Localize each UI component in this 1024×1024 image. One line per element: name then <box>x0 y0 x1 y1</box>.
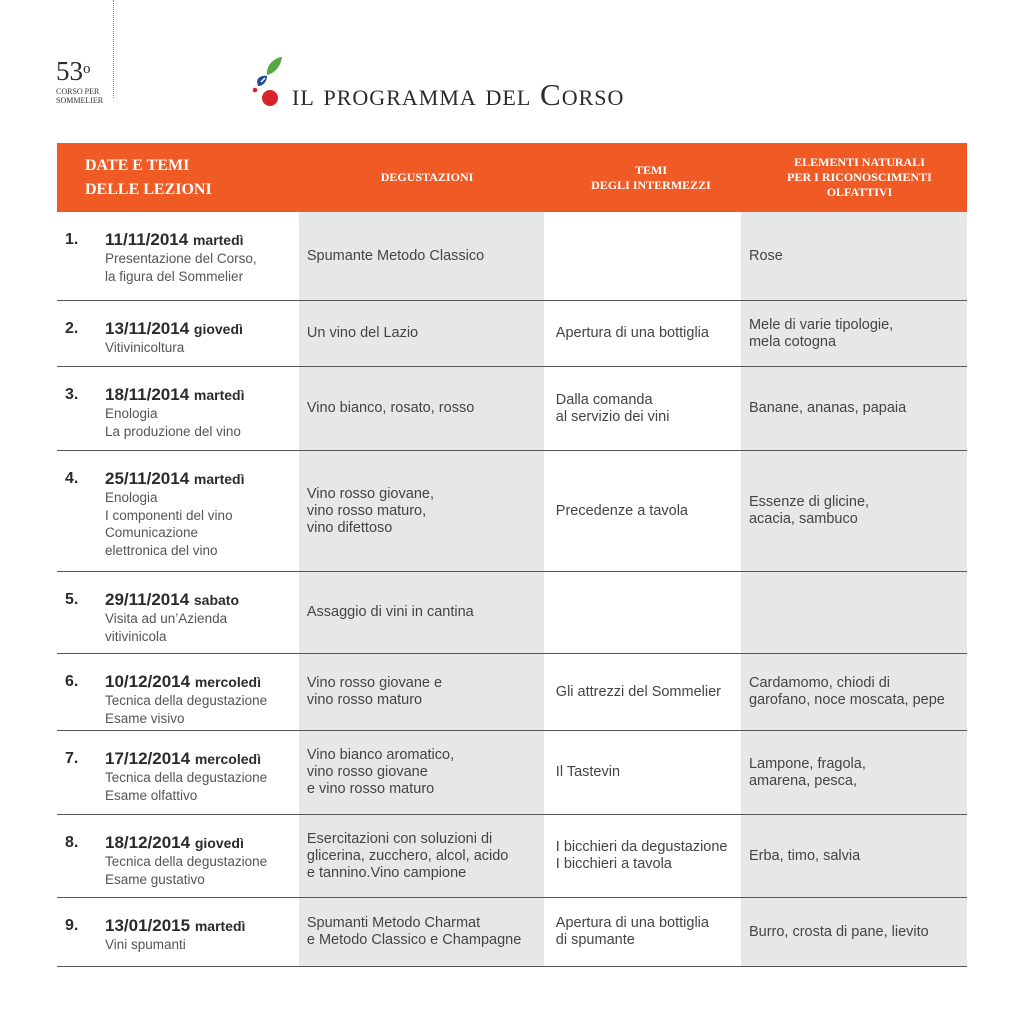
lesson-day: martedì <box>192 232 244 248</box>
natural-elements-cell: Burro, crosta di pane, lievito <box>741 898 967 966</box>
lesson-topic: Tecnica della degustazione Esame olfattivo <box>105 770 268 803</box>
natural-elements-cell: Rose <box>741 212 967 300</box>
interlude-cell: Il Tastevin <box>555 764 621 780</box>
tasting-cell: Spumante Metodo Classico <box>299 212 544 300</box>
interlude-cell: Dalla comanda al servizio dei vini <box>555 391 670 425</box>
interlude-cell: I bicchieri da degustazione I bicchieri a tavola <box>555 839 728 872</box>
lesson-day: giovedì <box>194 835 244 851</box>
lesson-topic: Tecnica della degustazione Esame visivo <box>105 693 268 726</box>
natural-elements-cell: Banane, ananas, papaia <box>741 367 967 450</box>
header-natural-elements: ELEMENTI NATURALI PER I RICONOSCIMENTI OLFATTIVI <box>787 155 932 199</box>
header-tastings: DEGUSTAZIONI <box>380 170 474 184</box>
tasting-cell: Vino rosso giovane, vino rosso maturo, vino difettoso <box>299 451 544 571</box>
natural-elements-cell: Erba, timo, salvia <box>741 815 967 897</box>
header-date-topics: DATE E TEMI DELLE LEZIONI <box>85 156 212 198</box>
lesson-date: 18/11/2014 martedì <box>105 385 245 404</box>
lesson-day: sabato <box>193 592 240 608</box>
lesson-cell <box>57 898 299 966</box>
table-row <box>57 212 967 301</box>
lesson-date: 29/11/2014 sabato <box>105 590 240 609</box>
tasting-cell: Esercitazioni con soluzioni di glicerina, zucchero, alcol, acido e tannino.Vino campione <box>299 815 544 897</box>
lesson-number: 9. <box>65 917 79 934</box>
tasting-cell: Assaggio di vini in cantina <box>299 572 544 653</box>
lesson-number: 3. <box>65 386 79 403</box>
interlude-cell: Precedenze a tavola <box>555 502 688 519</box>
lesson-topic: Vini spumanti <box>105 937 186 952</box>
lesson-cell <box>57 301 299 366</box>
lesson-cell <box>57 451 299 571</box>
header-interludes: TEMI DEGLI INTERMEZZI <box>591 162 711 192</box>
lesson-cell <box>57 212 299 300</box>
interlude-cell: Gli attrezzi del Sommelier <box>555 683 721 700</box>
lesson-number: 8. <box>65 834 79 851</box>
natural-elements-cell: Mele di varie tipologie, mela cotogna <box>741 301 967 366</box>
lesson-number: 1. <box>65 231 79 248</box>
table-row <box>57 451 967 572</box>
lesson-day: mercoledì <box>194 751 261 767</box>
lesson-cell <box>57 572 299 653</box>
lesson-date: 25/11/2014 martedì <box>105 469 245 488</box>
table-header <box>57 143 967 212</box>
lesson-cell <box>57 654 299 730</box>
interlude-cell: Apertura di una bottiglia di spumante <box>555 915 709 948</box>
lesson-topic: Tecnica della degustazione Esame gustativo <box>105 854 268 887</box>
lesson-number: 2. <box>65 320 79 337</box>
lesson-number: 7. <box>65 750 79 767</box>
lesson-day: martedì <box>193 387 245 403</box>
tasting-cell: Vino bianco aromatico, vino rosso giovane e vino rosso maturo <box>299 731 544 814</box>
page-title: il programma del Corso <box>292 77 625 112</box>
lesson-number: 5. <box>65 591 79 608</box>
grape-leaf-logo-icon <box>250 55 284 109</box>
natural-elements-cell <box>741 572 967 653</box>
lesson-cell <box>57 367 299 450</box>
lesson-cell <box>57 731 299 814</box>
lesson-day: giovedì <box>193 321 243 337</box>
lesson-topic: Visita ad un’Azienda vitivinicola <box>105 611 228 644</box>
interlude-cell <box>548 572 741 653</box>
lesson-date: 17/12/2014 mercoledì <box>105 749 261 768</box>
lesson-date: 11/11/2014 martedì <box>105 230 244 249</box>
table-row <box>57 367 967 451</box>
lesson-day: martedì <box>194 918 246 934</box>
lesson-day: martedì <box>193 471 245 487</box>
lesson-cell <box>57 815 299 897</box>
tasting-cell: Un vino del Lazio <box>299 301 544 366</box>
course-program-table <box>57 143 967 967</box>
table-row <box>57 815 967 898</box>
table-body <box>57 212 967 967</box>
natural-elements-cell: Cardamomo, chiodi di garofano, noce moscata, pepe <box>741 654 967 730</box>
tasting-cell: Vino rosso giovane e vino rosso maturo <box>299 654 544 730</box>
interlude-cell: Apertura di una bottiglia <box>555 325 709 341</box>
tasting-cell: Vino bianco, rosato, rosso <box>299 367 544 450</box>
table-row <box>57 301 967 367</box>
lesson-date: 13/11/2014 giovedì <box>105 319 243 338</box>
lesson-topic: Vitivinicoltura <box>105 340 185 355</box>
lesson-topic: Presentazione del Corso, la figura del Sommelier <box>105 251 257 284</box>
course-number: 53$^o$ <box>56 56 91 86</box>
lesson-number: 6. <box>65 673 79 690</box>
table-row <box>57 572 967 654</box>
lesson-date: 13/01/2015 martedì <box>105 916 246 935</box>
course-badge <box>56 56 126 105</box>
lesson-topic: Enologia La produzione del vino <box>105 406 241 439</box>
natural-elements-cell: Lampone, fragola, amarena, pesca, <box>741 731 967 814</box>
lesson-date: 10/12/2014 mercoledì <box>105 672 261 691</box>
table-row <box>57 731 967 815</box>
natural-elements-cell: Essenze di glicine, acacia, sambuco <box>741 451 967 571</box>
table-row <box>57 654 967 731</box>
tasting-cell: Spumanti Metodo Charmat e Metodo Classico e Champagne <box>299 898 544 966</box>
table-row <box>57 898 967 967</box>
lesson-number: 4. <box>65 470 79 487</box>
lesson-topic: Enologia I componenti del vino Comunicazione elettronica del vino <box>105 490 233 558</box>
course-caption: CORSO PER SOMMELIER <box>56 87 104 105</box>
lesson-day: mercoledì <box>194 674 261 690</box>
interlude-cell <box>548 212 741 300</box>
lesson-date: 18/12/2014 giovedì <box>105 833 244 852</box>
